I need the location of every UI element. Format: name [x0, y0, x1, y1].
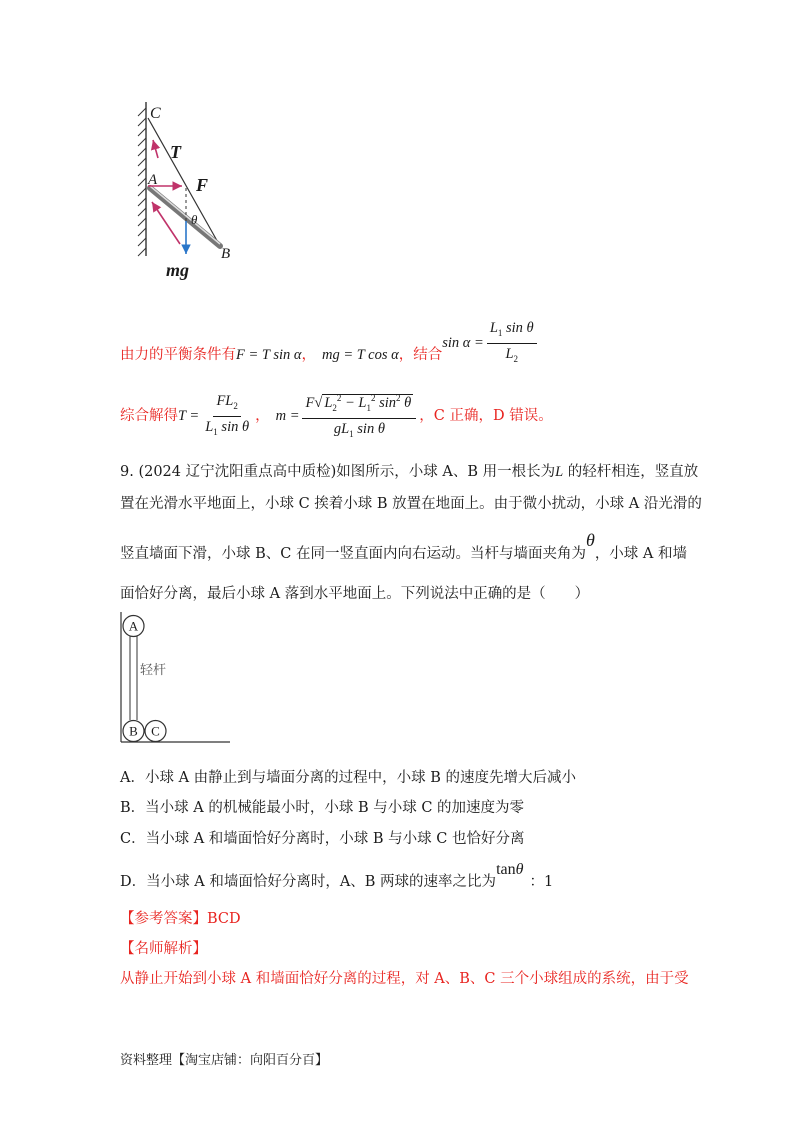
- label-b: B: [221, 246, 231, 262]
- option-d: [120, 861, 554, 892]
- analysis-label: 【名师解析】: [120, 941, 207, 957]
- question-line-3: [120, 530, 688, 564]
- question-var-theta: θ: [585, 530, 595, 550]
- question-line2-text: 置在光滑水平地面上，小球 C 挨着小球 B 放置在地面上。由于微小扰动，小球 A 沿光滑的: [120, 496, 702, 512]
- label-theta: θ: [191, 212, 198, 227]
- label-f: F: [196, 175, 209, 195]
- question-line3-text: 竖直墙面下滑，小球 B、C 在同一竖直面内向右运动。当杆与墙面夹角为: [120, 546, 586, 562]
- option-d-prefix: D．当小球 A 和墙面恰好分离时，A、B 两球的速率之比为: [120, 874, 497, 890]
- rod: [150, 188, 220, 246]
- footer-text: 资料整理【淘宝店铺：向阳百分百】: [120, 1053, 329, 1068]
- solution-line-1: 由力的平衡条件有 F = T sin α ， mg = T cos α ，结合 sin α = $\frac{L_1 \sin \theta}{L_2}$: [120, 328, 540, 368]
- option-a: A．小球 A 由静止到与墙面分离的过程中，小球 B 的速度先增大后减小: [120, 770, 577, 786]
- solution-line2-suffix: ，C 正确，D 错误。: [419, 408, 553, 424]
- label-t: T: [170, 142, 181, 162]
- equation-f: F = T sin α: [236, 347, 302, 363]
- solution-line2-prefix: 综合解得: [120, 408, 178, 424]
- option-c: C．当小球 A 和墙面恰好分离时，小球 B 与小球 C 也恰好分离: [120, 831, 525, 847]
- question-line-1: [120, 462, 698, 482]
- equation-m: m = $\frac{F√ L_2^2 - L_1^2 \sin^2 \theta}{gL_1 \sin \theta}$: [276, 389, 420, 443]
- label-c: C: [150, 105, 161, 122]
- rod-label: 轻杆: [140, 663, 167, 678]
- question-line1-text: 9. (2024 辽宁沈阳重点高中质检)如图所示，小球 A、B 用一根长为: [120, 464, 556, 480]
- label-a: A: [148, 172, 158, 188]
- equation-sin-alpha: sin α = $\frac{L_1 \sin \theta}{L_2}$: [442, 319, 539, 368]
- solution-line-2: 综合解得 T = $\frac{FL_2}{L_1 \sin \theta}$ ， m = $\frac{F√ L_2^2 - L_1^2 \sin^2 \theta}{gL_1 \sin \theta}$ ，C 正确，D 错误。: [120, 392, 553, 440]
- question-line-4: [120, 584, 589, 604]
- question-line-2: [120, 494, 702, 514]
- figure-balls-rod: [118, 610, 238, 750]
- analysis-text: 从静止开始到小球 A 和墙面恰好分离的过程，对 A、B、C 三个小球组成的系统，由于受: [120, 971, 689, 987]
- question-line1-end: 的轻杆相连，竖直放: [563, 464, 699, 480]
- rope: [148, 118, 220, 246]
- wall: [138, 102, 146, 256]
- question-line3-end: ，小球 A 和墙: [594, 546, 688, 562]
- ball-a-label: A: [128, 618, 139, 634]
- tension-arrow: [153, 140, 158, 158]
- option-d-suffix: ：1: [529, 874, 554, 890]
- solution-line1-prefix: 由力的平衡条件有: [120, 347, 236, 363]
- label-mg: mg: [166, 260, 190, 280]
- equation-mg: mg = T cos α: [321, 347, 399, 363]
- equation-t: T = $\frac{FL_2}{L_1 \sin \theta}$: [178, 392, 250, 437]
- ball-b-label: B: [129, 723, 138, 739]
- reference-answer: 【参考答案】BCD: [120, 911, 241, 927]
- question-var-l: L: [555, 464, 564, 480]
- option-d-tan-theta: tanθ: [496, 861, 524, 878]
- ball-c-label: C: [151, 723, 160, 739]
- solution-line1-mid: ，结合: [398, 347, 443, 363]
- figure-rod-wall: [128, 96, 248, 281]
- question-line4-text: 面恰好分离，最后小球 A 落到水平地面上。下列说法中正确的是（ ）: [120, 586, 590, 602]
- option-b: B．当小球 A 的机械能最小时，小球 B 与小球 C 的加速度为零: [120, 800, 525, 816]
